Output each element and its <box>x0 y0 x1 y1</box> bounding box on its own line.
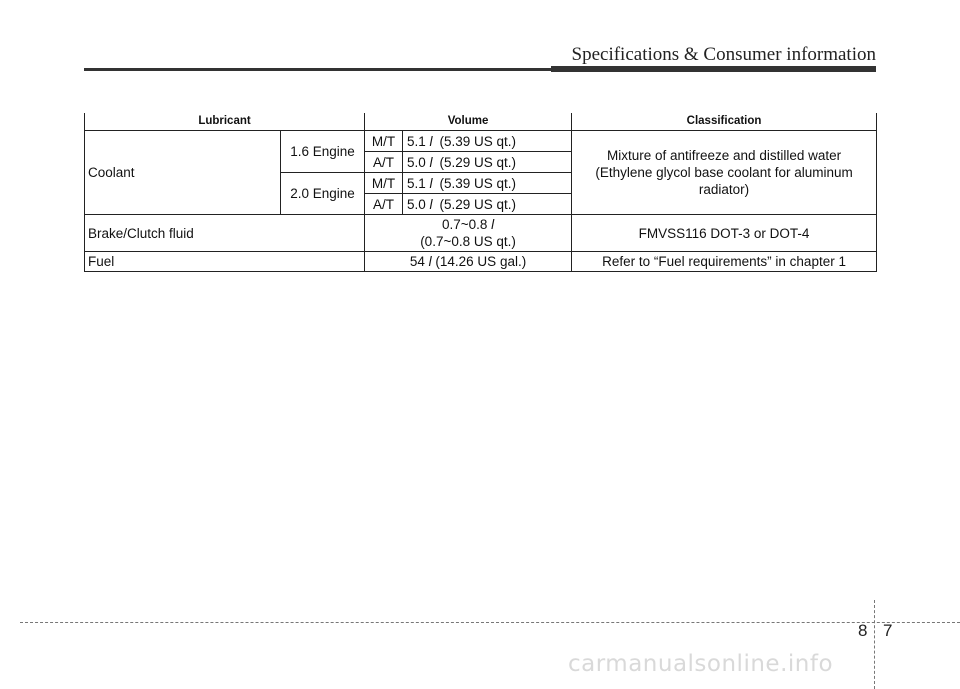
volume-value <box>403 152 437 173</box>
table-row <box>85 131 877 152</box>
volume-value <box>403 194 437 215</box>
header-rule-accent <box>551 66 876 72</box>
fuel-label: Fuel <box>85 252 365 272</box>
volume-us: (5.39 US qt.) <box>437 131 572 152</box>
header-classification: Classification <box>572 113 877 131</box>
lubricant-table-container <box>84 113 876 272</box>
volume-number: 0.7~0.8 <box>441 217 488 232</box>
engine-20-label: 2.0 Engine <box>281 173 365 215</box>
classification-line: radiator) <box>698 182 750 197</box>
table-row <box>85 252 877 272</box>
fuel-volume <box>365 252 572 272</box>
transmission-label: A/T <box>365 152 403 173</box>
header-lubricant: Lubricant <box>85 113 365 131</box>
volume-value <box>403 173 437 194</box>
volume-number: 5.0 <box>406 154 426 170</box>
page-number-chapter: 8 <box>858 621 868 640</box>
transmission-label: M/T <box>365 173 403 194</box>
liter-unit: l <box>428 254 432 269</box>
classification-line: (Ethylene glycol base coolant for aluminum <box>595 165 853 180</box>
brake-fluid-label: Brake/Clutch fluid <box>85 215 365 252</box>
liter-unit: l <box>491 217 495 232</box>
brake-volume-liters <box>368 216 568 233</box>
volume-number: 5.1 <box>406 133 426 149</box>
table-header-row <box>85 113 877 131</box>
watermark: carmanualsonline.info <box>568 651 834 677</box>
transmission-label: A/T <box>365 194 403 215</box>
volume-us: (5.29 US qt.) <box>437 194 572 215</box>
transmission-label: M/T <box>365 131 403 152</box>
header-volume: Volume <box>365 113 572 131</box>
fuel-classification: Refer to “Fuel requirements” in chapter 1 <box>572 252 877 272</box>
liter-unit: l <box>429 196 433 212</box>
engine-16-label: 1.6 Engine <box>281 131 365 173</box>
footer-divider <box>874 600 875 689</box>
section-title: Specifications & Consumer information <box>571 44 876 65</box>
brake-volume <box>365 215 572 252</box>
liter-unit: l <box>429 175 433 191</box>
brake-classification: FMVSS116 DOT-3 or DOT-4 <box>572 215 877 252</box>
classification-line: Mixture of antifreeze and distilled water <box>606 148 842 163</box>
coolant-label: Coolant <box>85 131 281 215</box>
volume-us: (5.29 US qt.) <box>437 152 572 173</box>
table-row <box>85 215 877 252</box>
footer-rule <box>20 622 960 623</box>
page-number-page: 7 <box>883 621 893 640</box>
volume-number: 5.0 <box>406 196 426 212</box>
lubricant-table <box>84 113 877 272</box>
volume-number: 5.1 <box>406 175 426 191</box>
liter-unit: l <box>429 154 433 170</box>
brake-volume-us: (0.7~0.8 US qt.) <box>420 234 516 249</box>
volume-us: (14.26 US gal.) <box>435 254 527 269</box>
volume-us: (5.39 US qt.) <box>437 173 572 194</box>
coolant-classification <box>572 131 877 215</box>
volume-value <box>403 131 437 152</box>
volume-number: 54 <box>409 254 425 269</box>
liter-unit: l <box>429 133 433 149</box>
